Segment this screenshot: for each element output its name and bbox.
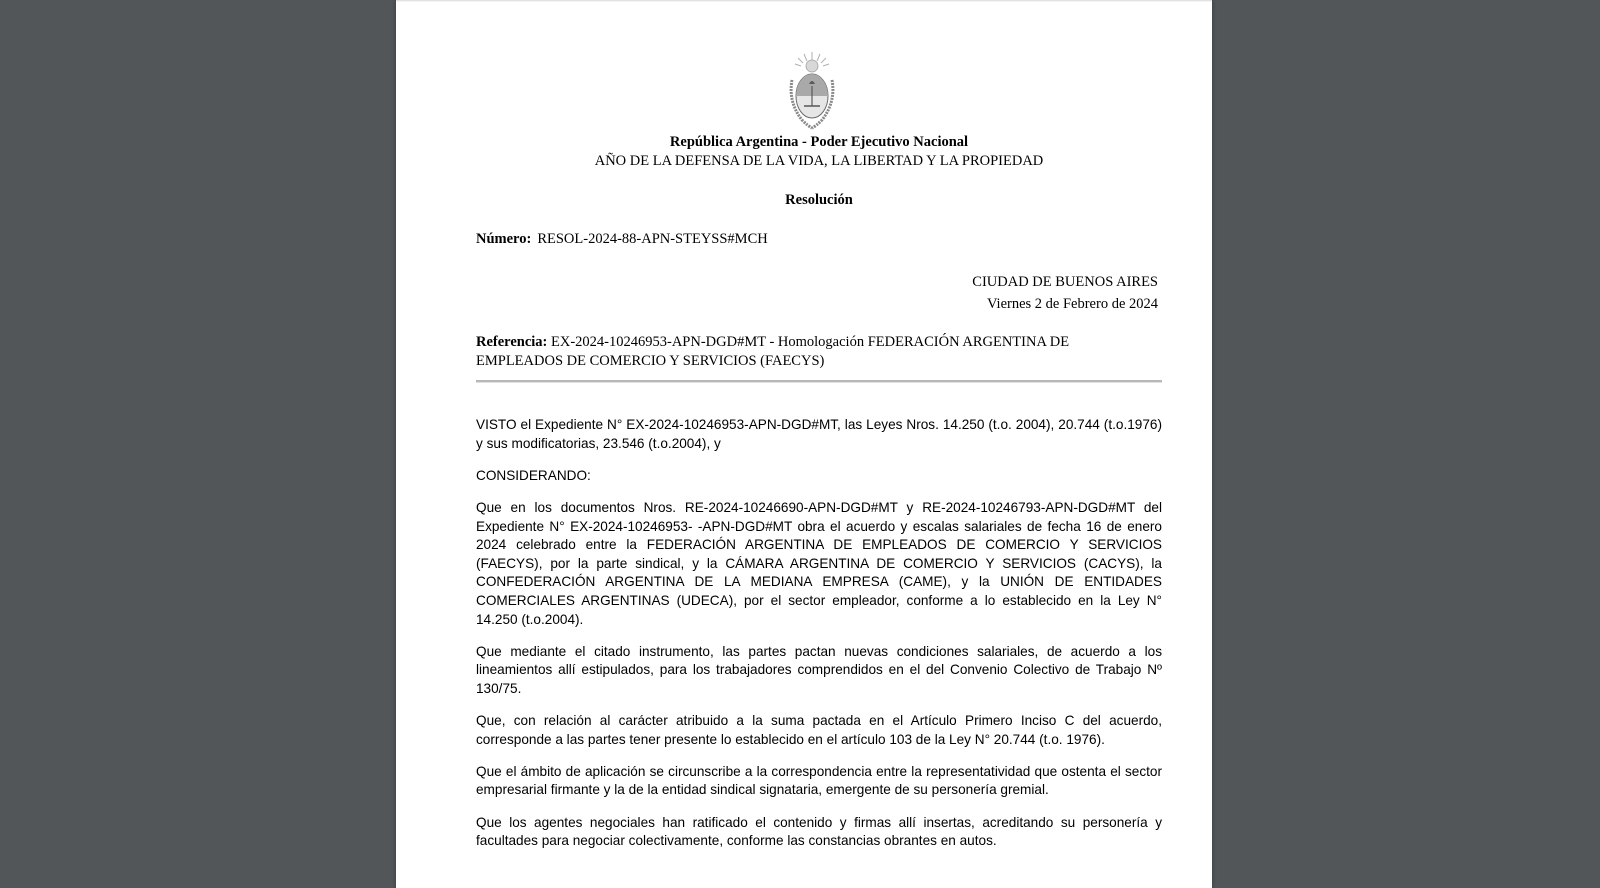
document-type: Resolución: [785, 192, 853, 208]
paragraph: Que mediante el citado instrumento, las partes pactan nuevas condiciones salariales, de acuerdo a los lineamientos allí estipulados, para los trabajadores comprendidos en el del Convenio Colectivo de Trabajo Nº 130/75.: [476, 643, 1162, 696]
document-body: [476, 416, 1162, 864]
header-government: República Argentina - Poder Ejecutivo Nacional: [669, 134, 969, 150]
document-number-value: RESOL-2024-88-APN-STEYSS#MCH: [537, 231, 768, 247]
reference-value: EX-2024-10246953-APN-DGD#MT - Homologación FEDERACIÓN ARGENTINA DE EMPLEADOS DE COMERCIO Y SERVICIOS (FAECYS): [476, 334, 1070, 369]
coat-of-arms-icon: [784, 50, 840, 132]
document-reference: [476, 333, 1116, 371]
document-page: [396, 0, 1212, 888]
header-divider: [476, 380, 1162, 383]
document-date: Viernes 2 de Febrero de 2024: [986, 296, 1158, 312]
document-number: [476, 231, 768, 248]
paragraph: Que los agentes negociales han ratificado el contenido y firmas allí insertas, acreditando su personería y facultades para negociar colectivamente, conforme las constancias obrantes en autos.: [476, 814, 1162, 849]
paragraph: Que, con relación al carácter atribuido a la suma pactada en el Artículo Primero Inciso C del acuerdo, corresponde a las partes tener presente lo establecido en el artículo 103 de la Ley N° 20.744 (t.o. 1976).: [476, 713, 1162, 747]
header-year-motto: AÑO DE LA DEFENSA DE LA VIDA, LA LIBERTAD Y LA PROPIEDAD: [594, 153, 1044, 169]
reference-label: Referencia:: [476, 334, 548, 350]
paragraph: Que en los documentos Nros. RE-2024-10246690-APN-DGD#MT y RE-2024-10246793-APN-DGD#MT del Expediente N° EX-2024-10246953- -APN-DGD#MT obra el acuerdo y escalas salariales de fecha 16 de enero 2024 celebrado entre la FEDERACIÓN ARGENTINA DE EMPLEADOS DE COMERCIO Y SERVICIOS (FAECYS), por la parte sindical, y la CÁMARA ARGENTINA DE COMERCIO Y SERVICIOS (CACYS), la CONFEDERACIÓN ARGENTINA DE LA MEDIANA EMPRESA (CAME), y la UNIÓN DE ENTIDADES COMERCIALES ARGENTINAS (UDECA), por el sector empleador, conforme a lo establecido en la Ley N° 14.250 (t.o.2004).: [476, 499, 1162, 627]
paragraph-considerando: CONSIDERANDO:: [476, 467, 591, 483]
paragraph: Que el ámbito de aplicación se circunscribe a la correspondencia entre la representatividad que ostenta el sector empresarial firmante y la de la entidad sindical signataria, emergente de su personería gremial.: [476, 763, 1162, 798]
paragraph-visto: VISTO el Expediente N° EX-2024-10246953-APN-DGD#MT, las Leyes Nros. 14.250 (t.o. 2004), 20.744 (t.o.1976) y sus modificatorias, 23.546 (t.o.2004), y: [476, 417, 1162, 451]
document-number-label: Número:: [476, 231, 532, 247]
document-city: CIUDAD DE BUENOS AIRES: [972, 274, 1158, 290]
